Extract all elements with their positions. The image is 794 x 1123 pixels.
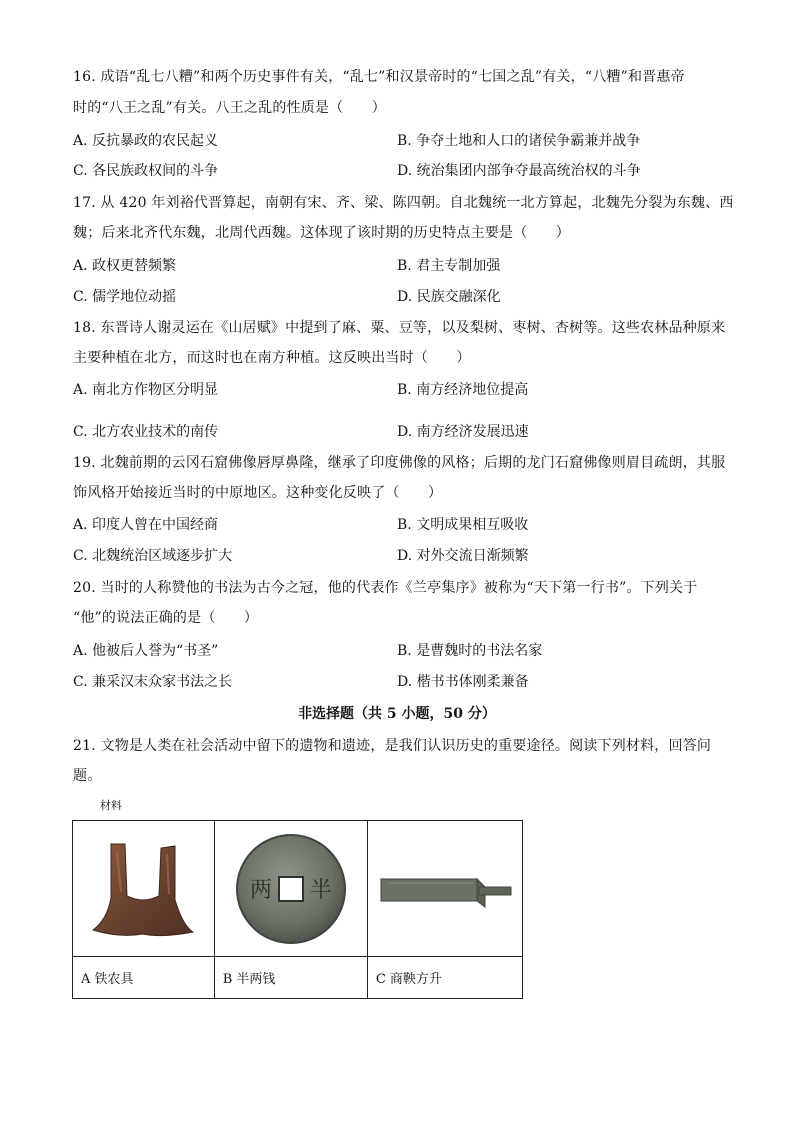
iron-tool-image-cell bbox=[73, 821, 215, 957]
q17-line-1: 17. 从 420 年刘裕代晋算起，南朝有宋、齐、梁、陈四朝。自北魏统一北方算起，北魏先分裂为东魏、西 bbox=[73, 195, 734, 211]
coin-char-liang: 两 bbox=[249, 877, 272, 903]
q16-line-1: 16. 成语“乱七八糟”和两个历史事件有关，“乱七”和汉景帝时的“七国之乱”有关，“八糟”和晋惠帝 bbox=[73, 69, 685, 85]
q18-option-b: B. 南方经济地位提高 bbox=[397, 382, 529, 398]
q16-option-b: B. 争夺土地和人口的诸侯争霸兼并战争 bbox=[397, 133, 641, 149]
section-title: 非选择题（共 5 小题，50 分） bbox=[298, 706, 496, 722]
q18-line-2: 主要种植在北方，而这时也在南方种植。这反映出当时（ ） bbox=[73, 350, 471, 366]
banliang-coin-image bbox=[231, 829, 351, 949]
q19-option-a: A. 印度人曾在中国经商 bbox=[73, 517, 219, 533]
q16-line-2: 时的“八王之乱”有关。八王之乱的性质是（ ） bbox=[73, 100, 386, 116]
q17-option-c: C. 儒学地位动摇 bbox=[73, 289, 177, 305]
q21-line-2: 题。 bbox=[73, 768, 102, 784]
q18-option-d: D. 南方经济发展迅速 bbox=[397, 424, 529, 440]
q16-option-a: A. 反抗暴政的农民起义 bbox=[73, 133, 219, 149]
shangyang-square-measure-image bbox=[375, 859, 515, 919]
q17-option-b: B. 君主专制加强 bbox=[397, 258, 501, 274]
q20-option-d: D. 楷书书体刚柔兼备 bbox=[397, 674, 529, 690]
q17-option-d: D. 民族交融深化 bbox=[397, 289, 501, 305]
q19-option-b: B. 文明成果相互吸收 bbox=[397, 517, 529, 533]
q20-line-1: 20. 当时的人称赞他的书法为古今之冠，他的代表作《兰亭集序》被称为“天下第一行书”。下列关于 bbox=[73, 580, 698, 596]
q16-option-c: C. 各民族政权间的斗争 bbox=[73, 163, 219, 179]
material-label: 材料 bbox=[100, 799, 122, 812]
coin-char-ban: 半 bbox=[309, 877, 332, 903]
caption-iron-tool: A 铁农具 bbox=[73, 957, 215, 999]
q19-line-1: 19. 北魏前期的云冈石窟佛像唇厚鼻隆，继承了印度佛像的风格；后期的龙门石窟佛像则眉目疏朗，其服 bbox=[73, 455, 726, 471]
q19-option-c: C. 北魏统治区域逐步扩大 bbox=[73, 548, 233, 564]
q20-option-a: A. 他被后人誉为“书圣” bbox=[73, 643, 219, 659]
q20-option-b: B. 是曹魏时的书法名家 bbox=[397, 643, 543, 659]
q17-option-a: A. 政权更替频繁 bbox=[73, 258, 177, 274]
q21-line-1: 21. 文物是人类在社会活动中留下的遗物和遗迹，是我们认识历史的重要途径。阅读下列材料，回答问 bbox=[73, 738, 712, 754]
q20-option-c: C. 兼采汉末众家书法之长 bbox=[73, 674, 233, 690]
q18-option-a: A. 南北方作物区分明显 bbox=[73, 382, 219, 398]
caption-shangyang-measure: C 商鞅方升 bbox=[367, 957, 522, 999]
q20-line-2: “他”的说法正确的是（ ） bbox=[73, 610, 259, 626]
q18-option-c: C. 北方农业技术的南传 bbox=[73, 424, 219, 440]
q16-option-d: D. 统治集团内部争夺最高统治权的斗争 bbox=[397, 163, 641, 179]
q19-line-2: 饰风格开始接近当时的中原地区。这种变化反映了（ ） bbox=[73, 485, 443, 501]
artifact-table bbox=[72, 820, 523, 999]
banliang-coin-image-cell bbox=[214, 821, 367, 957]
q18-line-1: 18. 东晋诗人谢灵运在《山居赋》中提到了麻、粟、豆等，以及梨树、枣树、杏树等。这些农林品种原来 bbox=[73, 320, 726, 336]
shangyang-measure-image-cell bbox=[367, 821, 522, 957]
q17-line-2: 魏；后来北齐代东魏，北周代西魏。这体现了该时期的历史特点主要是（ ） bbox=[73, 225, 570, 241]
iron-farm-tool-image bbox=[83, 834, 203, 944]
q19-option-d: D. 对外交流日渐频繁 bbox=[397, 548, 529, 564]
caption-banliang-coin: B 半两钱 bbox=[214, 957, 367, 999]
